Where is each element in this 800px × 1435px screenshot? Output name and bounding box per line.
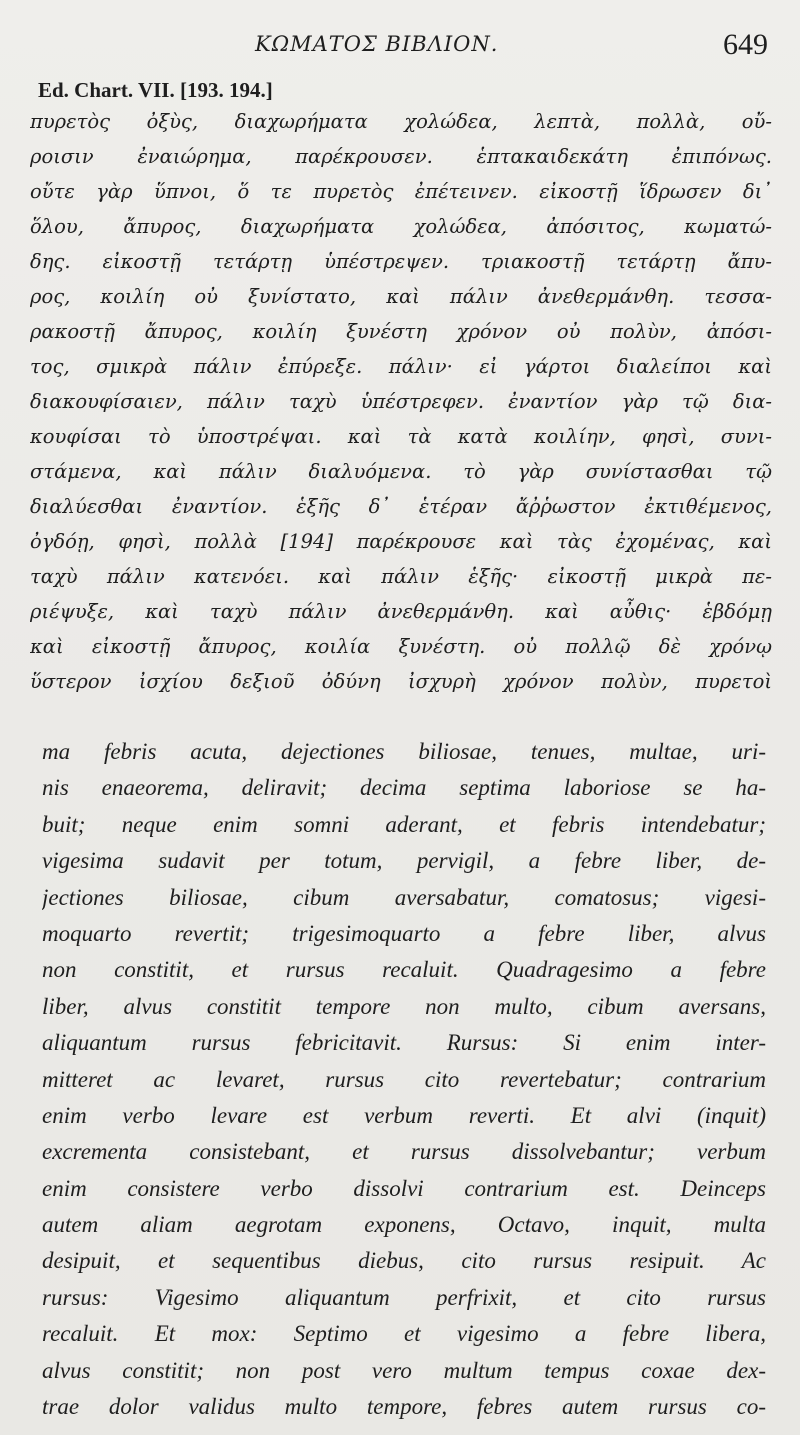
latin-line: alvus constitit; non post vero multum tempus coxae dex-: [42, 1357, 766, 1383]
latin-line: moquarto revertit; trigesimoquarto a febre liber, alvus: [42, 920, 766, 946]
edition-reference: Ed. Chart. VII. [193. 194.]: [38, 78, 273, 102]
greek-line: οὔτε γὰρ ὕπνοι, ὅ τε πυρετὸς ἐπέτεινεν. εἰκοστῇ ἵδρωσεν δι᾽: [30, 180, 772, 203]
latin-line: vigesima sudavit per totum, pervigil, a febre liber, de-: [42, 848, 766, 874]
latin-line: autem aliam aegrotam exponens, Octavo, inquit, multa: [42, 1212, 766, 1238]
latin-line: buit; neque enim somni aderant, et febris intendebatur;: [42, 811, 766, 837]
latin-line: ma febris acuta, dejectiones biliosae, tenues, multae, uri-: [42, 739, 766, 764]
greek-line: ὕστερον ἰσχίου δεξιοῦ ὀδύνη ἰσχυρὴ χρόνον πολὺν, πυρετοὶ: [30, 670, 772, 693]
latin-line: desipuit, et sequentibus diebus, cito rursus resipuit. Ac: [42, 1248, 766, 1274]
latin-line: non constitit, et rursus recaluit. Quadragesimo a febre: [42, 957, 766, 983]
greek-line: διακουφίσαιεν, πάλιν ταχὺ ὑπέστρεφεν. ἐναντίον γὰρ τῷ δια-: [30, 390, 772, 413]
latin-line: rursus: Vigesimo aliquantum perfrixit, et cito rursus: [42, 1284, 766, 1310]
page-number: 649: [723, 28, 768, 61]
greek-line: στάμενα, καὶ πάλιν διαλυόμενα. τὸ γὰρ συνίστασθαι τῷ: [30, 460, 772, 483]
latin-line: mitteret ac levaret, rursus cito revertebatur; contrarium: [42, 1066, 766, 1092]
greek-line: τος, σμικρὰ πάλιν ἐπύρεξε. πάλιν· εἰ γάρτοι διαλείποι καὶ: [30, 355, 772, 378]
greek-line: ταχὺ πάλιν κατενόει. καὶ πάλιν ἑξῆς· εἰκοστῇ μικρὰ πε-: [30, 565, 772, 588]
latin-line: liber, alvus constitit tempore non multo, cibum aversans,: [42, 993, 766, 1019]
greek-line: διαλύεσθαι ἐναντίον. ἑξῆς δ᾽ ἑτέραν ἄῤῥωστον ἐκτιθέμενος,: [30, 495, 772, 518]
greek-line: πυρετὸς ὀξὺς, διαχωρήματα χολώδεα, λεπτὰ, πολλὰ, οὔ-: [30, 110, 772, 133]
latin-line: enim verbo levare est verbum reverti. Et alvi (inquit): [42, 1102, 766, 1128]
latin-line: jectiones biliosae, cibum aversabatur, comatosus; vigesi-: [42, 884, 766, 910]
greek-text-block: [30, 104, 772, 699]
latin-text-block: [42, 734, 766, 1425]
latin-line: enim consistere verbo dissolvi contrarium est. Deinceps: [42, 1175, 766, 1201]
greek-line: ὀγδόῃ, φησὶ, πολλὰ [194] παρέκρουσε καὶ τὰς ἐχομένας, καὶ: [30, 530, 772, 553]
running-title: ΚΩΜΑΤΟΣ ΒΙΒΛΙΟΝ.: [255, 32, 499, 56]
greek-line: ὅλου, ἄπυρος, διαχωρήματα χολώδεα, ἀπόσιτος, κωματώ-: [30, 215, 772, 238]
greek-line: ριέψυξε, καὶ ταχὺ πάλιν ἀνεθερμάνθη. καὶ αὖθις· ἑβδόμῃ: [30, 600, 772, 623]
greek-line: ρος, κοιλίη οὐ ξυνίστατο, καὶ πάλιν ἀνεθερμάνθη. τεσσα-: [30, 285, 772, 308]
latin-line: excrementa consistebant, et rursus dissolvebantur; verbum: [42, 1139, 766, 1165]
greek-line: ροισιν ἐναιώρημα, παρέκρουσεν. ἑπτακαιδεκάτη ἐπιπόνως.: [30, 145, 772, 168]
latin-line: aliquantum rursus febricitavit. Rursus: Si enim inter-: [42, 1030, 766, 1056]
latin-line: trae dolor validus multo tempore, febres autem rursus co-: [42, 1394, 766, 1420]
greek-line: δης. εἰκοστῇ τετάρτῃ ὑπέστρεψεν. τριακοστῇ τετάρτῃ ἄπυ-: [30, 250, 772, 273]
latin-line: recaluit. Et mox: Septimo et vigesimo a febre libera,: [42, 1321, 766, 1347]
greek-line: καὶ εἰκοστῇ ἄπυρος, κοιλία ξυνέστη. οὐ πολλῷ δὲ χρόνῳ: [30, 635, 772, 658]
running-head: [0, 28, 800, 60]
latin-line: nis enaeorema, deliravit; decima septima laboriose se ha-: [42, 775, 766, 801]
greek-line: κουφίσαι τὸ ὑποστρέψαι. καὶ τὰ κατὰ κοιλίην, φησὶ, συνι-: [30, 425, 772, 448]
greek-line: ρακοστῇ ἄπυρος, κοιλίη ξυνέστη χρόνον οὐ πολὺν, ἀπόσι-: [30, 320, 772, 343]
